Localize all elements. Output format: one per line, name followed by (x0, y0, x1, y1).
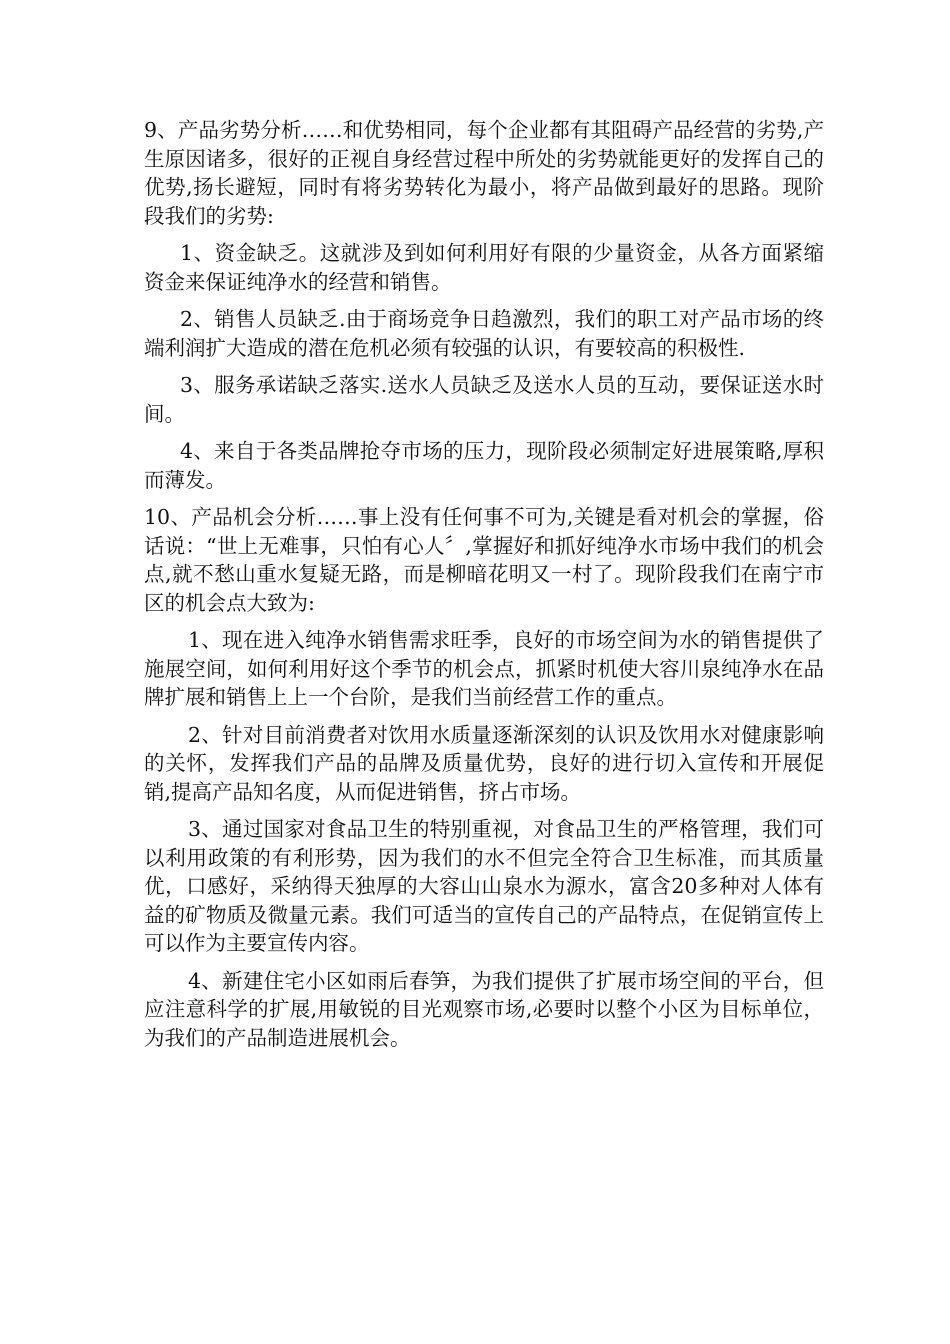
opportunity-item-4: 4、新建住宅小区如雨后春笋，为我们提供了扩展市场空间的平台，但应注意科学的扩展,用敏锐的目光观察市场,必要时以整个小区为目标单位，为我们的产品制造进展机会。 (144, 968, 824, 1050)
opportunity-item-3: 3、通过国家对食品卫生的特别重视，对食品卫生的严格管理，我们可以利用政策的有利形势，因为我们的水不但完全符合卫生标准，而其质量优，口感好，采纳得天独厚的大容山山泉水为源水，富含20多种对人体有益的矿物质及微量元素。我们可适当的宣传自己的产品特点，在促销宣传上可以作为主要宣传内容。 (144, 817, 824, 955)
opportunity-item-2: 2、针对目前消费者对饮用水质量逐渐深刻的认识及饮用水对健康影响的关怀，发挥我们产品的品牌及质量优势，良好的进行切入宣传和开展促销,提高产品知名度，从而促进销售，挤占市场。 (144, 722, 824, 804)
section-10-heading: 10、产品机会分析……事上没有任何事不可为,关键是看对机会的掌握，俗话说：“世上无难事，只怕有心人〞,掌握好和抓好纯净水市场中我们的机会点,就不愁山重水复疑无路，而是柳暗花明又一村了。现阶段我们在南宁市区的机会点大致为: (144, 505, 824, 615)
weakness-item-2: 2、销售人员缺乏.由于商场竞争日趋激烈，我们的职工对产品市场的终端利润扩大造成的潜在危机必须有较强的认识，有要较高的积极性. (144, 307, 824, 360)
weakness-item-3: 3、服务承诺缺乏落实.送水人员缺乏及送水人员的互动，要保证送水时间。 (144, 373, 824, 426)
section-9-heading: 9、产品劣势分析……和优势相同，每个企业都有其阻碍产品经营的劣势,产生原因诸多，很好的正视自身经营过程中所处的劣势就能更好的发挥自己的优势,扬长避短，同时有将劣势转化为最小，将产品做到最好的思路。现阶段我们的劣势: (144, 118, 824, 228)
opportunity-item-1: 1、现在进入纯净水销售需求旺季，良好的市场空间为水的销售提供了施展空间，如何利用好这个季节的机会点，抓紧时机使大容川泉纯净水在品牌扩展和销售上上一个台阶，是我们当前经营工作的重点。 (144, 628, 824, 709)
document-page (144, 116, 824, 1061)
weakness-item-1: 1、资金缺乏。这就涉及到如何利用好有限的少量资金，从各方面紧缩资金来保证纯净水的经营和销售。 (144, 241, 824, 294)
weakness-item-4: 4、来自于各类品牌抢夺市场的压力，现阶段必须制定好进展策略,厚积而薄发。 (144, 439, 824, 492)
